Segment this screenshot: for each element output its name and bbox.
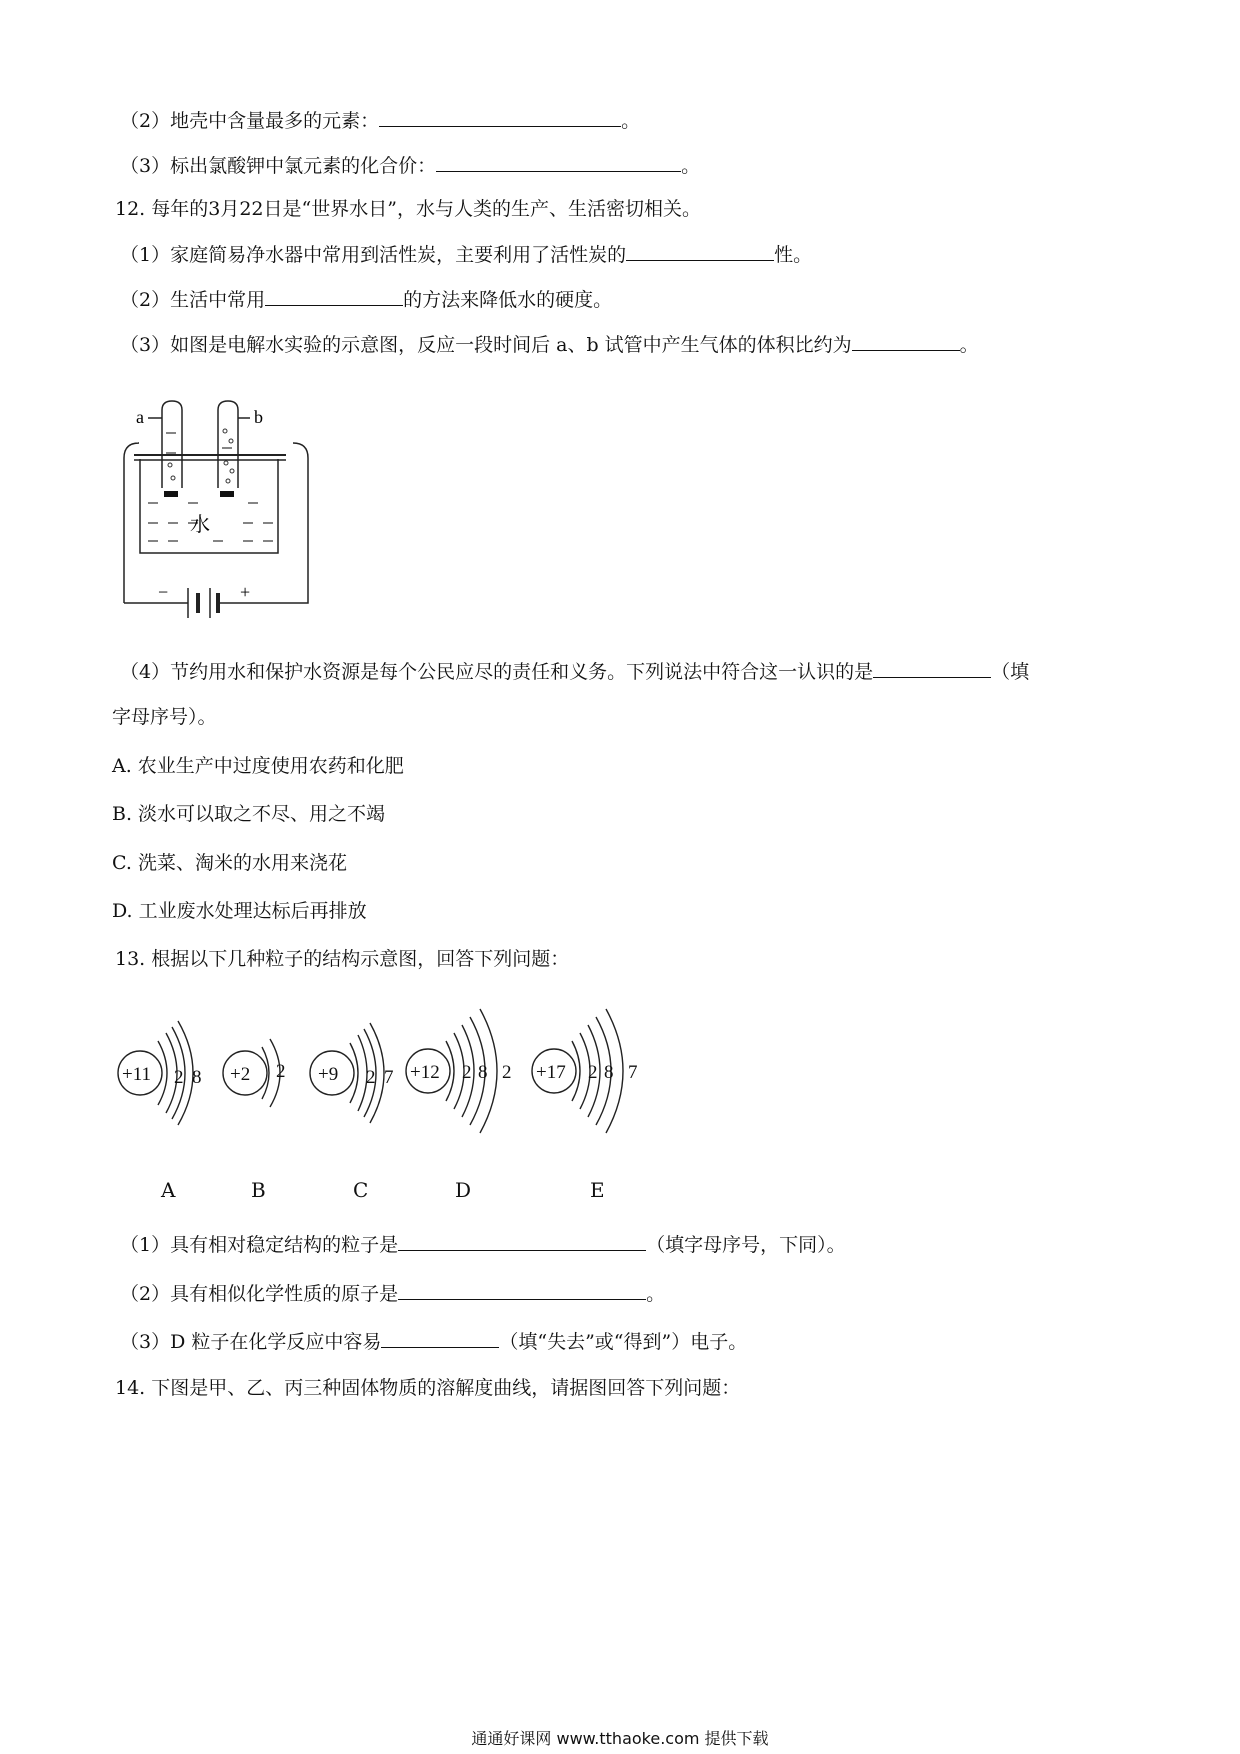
q11-part2-text: （2）地壳中含量最多的元素：	[120, 110, 380, 132]
atom-e-shell-2: 8	[604, 1062, 614, 1083]
q13-part1	[120, 1230, 846, 1258]
q14-stem: 14. 下图是甲、乙、丙三种固体物质的溶解度曲线，请据图回答下列问题：	[115, 1377, 741, 1399]
negative-terminal-label: −	[158, 582, 169, 602]
atom-a-shell-1: 2	[174, 1067, 184, 1088]
q13-part2-text: （2）具有相似化学性质的原子是	[120, 1283, 399, 1305]
option-c: C. 洗菜、淘米的水用来浇花	[112, 852, 347, 874]
q12-part1	[120, 240, 812, 268]
q12-part1-text: （1）家庭简易净水器中常用到活性炭，主要利用了活性炭的	[120, 244, 627, 266]
atom-e-shell-1: 2	[588, 1062, 598, 1083]
atom-b-nucleus: +2	[230, 1064, 251, 1085]
q11-part2	[120, 106, 640, 134]
q12-part3-text: （3）如图是电解水实验的示意图，反应一段时间后 a、b 试管中产生气体的体积比约为	[120, 334, 852, 356]
water-label: 水	[190, 512, 210, 536]
q13-part3-end: （填“失去”或“得到”）电子。	[499, 1331, 748, 1353]
q13-part1-text: （1）具有相对稳定结构的粒子是	[120, 1234, 399, 1256]
atom-c-shell-2: 7	[384, 1067, 394, 1088]
atom-d-shell-3: 2	[502, 1062, 512, 1083]
electrolysis-diagram	[118, 393, 318, 625]
atom-e-nucleus: +17	[536, 1062, 566, 1083]
q12-part2-end: 的方法来降低水的硬度。	[403, 289, 613, 311]
q12-part4-text: （4）节约用水和保护水资源是每个公民应尽的责任和义务。下列说法中符合这一认识的是	[120, 661, 874, 683]
tube-a-label: a	[136, 407, 144, 427]
atom-d-shell-2: 8	[478, 1062, 488, 1083]
q12-part4-end: （填	[991, 661, 1030, 683]
atom-c-nucleus: +9	[318, 1064, 339, 1085]
atom-letter-b: B	[251, 1178, 266, 1202]
atom-letter-c: C	[353, 1178, 369, 1202]
option-d: D. 工业废水处理达标后再排放	[112, 900, 367, 922]
positive-terminal-label: +	[240, 582, 251, 602]
q13-part3-text: （3）D 粒子在化学反应中容易	[120, 1331, 382, 1353]
answer-blank[interactable]	[873, 657, 991, 678]
atomic-structure-diagrams	[110, 1005, 670, 1135]
q12-stem: 12. 每年的3月22日是“世界水日”，水与人类的生产、生活密切相关。	[115, 198, 701, 220]
answer-blank[interactable]	[852, 330, 960, 351]
q12-part2-text: （2）生活中常用	[120, 289, 266, 311]
tube-b-label: b	[254, 407, 263, 427]
answer-blank[interactable]	[398, 1230, 646, 1251]
q12-part4-continued: 字母序号）。	[112, 706, 217, 728]
option-b: B. 淡水可以取之不尽、用之不竭	[112, 803, 386, 825]
q12-part2	[120, 285, 612, 313]
answer-blank[interactable]	[436, 151, 681, 172]
answer-blank[interactable]	[626, 240, 774, 261]
q11-part3-text: （3）标出氯酸钾中氯元素的化合价：	[120, 155, 437, 177]
page-footer: 通通好课网 www.tthaoke.com 提供下载	[471, 1729, 769, 1748]
q12-part3	[120, 330, 979, 358]
atom-letter-e: E	[590, 1178, 605, 1202]
q11-part2-end: 。	[621, 110, 641, 132]
atom-letter-d: D	[455, 1178, 472, 1202]
answer-blank[interactable]	[398, 1279, 646, 1300]
q12-part1-end: 性。	[774, 244, 813, 266]
q13-part3	[120, 1327, 747, 1355]
q11-part3-end: 。	[681, 155, 701, 177]
atom-c-shell-1: 2	[366, 1067, 376, 1088]
q12-part4	[120, 657, 1029, 685]
q13-stem: 13. 根据以下几种粒子的结构示意图，回答下列问题：	[115, 948, 570, 970]
q13-part2-end: 。	[646, 1283, 666, 1305]
answer-blank[interactable]	[265, 285, 403, 306]
answer-blank[interactable]	[381, 1327, 499, 1348]
option-a: A. 农业生产中过度使用农药和化肥	[112, 755, 404, 777]
atom-a-nucleus: +11	[122, 1064, 152, 1085]
q13-part2	[120, 1279, 665, 1307]
answer-blank[interactable]	[379, 106, 621, 127]
atom-d-nucleus: +12	[410, 1062, 440, 1083]
atom-a-shell-2: 8	[192, 1067, 202, 1088]
atom-b-shell-1: 2	[276, 1061, 286, 1082]
atom-e-shell-3: 7	[628, 1062, 638, 1083]
atom-letter-a: A	[161, 1178, 176, 1202]
q13-part1-end: （填字母序号，下同）。	[646, 1234, 846, 1256]
q11-part3	[120, 151, 700, 179]
q12-part3-end: 。	[959, 334, 979, 356]
atom-d-shell-1: 2	[462, 1062, 472, 1083]
